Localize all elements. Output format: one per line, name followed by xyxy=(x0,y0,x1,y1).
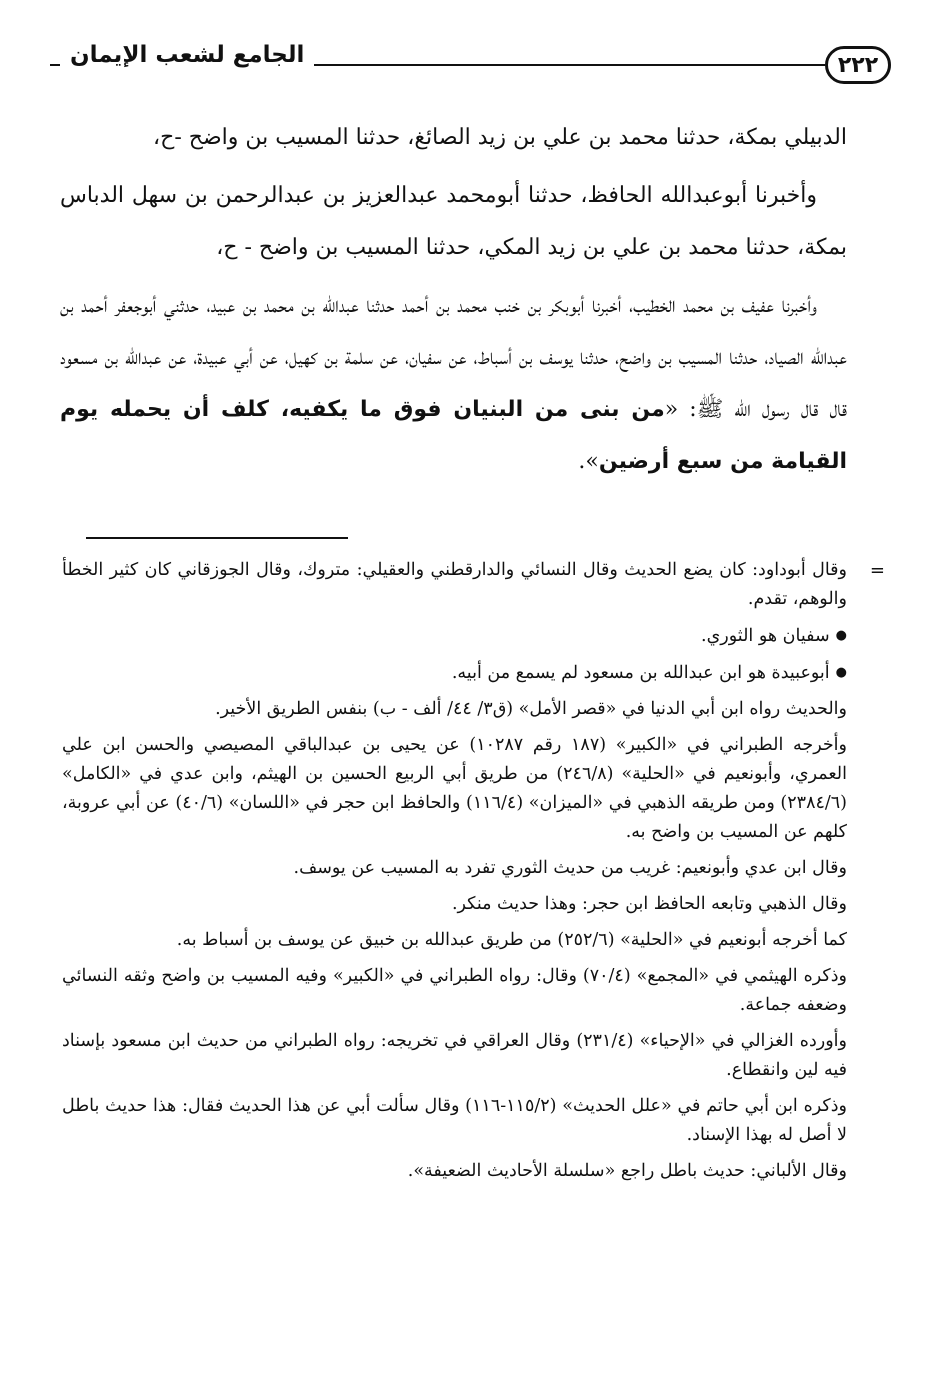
footnote-text: أبوعبيدة هو ابن عبدالله بن مسعود لم يسمع من أبيه. xyxy=(451,663,830,683)
footnote-paragraph: وذكره ابن أبي حاتم في «علل الحديث» (١١٥/٢-١١٦) وقال سألت أبي عن هذا الحديث فقال: هذا حديث باطل لا أصل له بهذا الإسناد. xyxy=(62,1096,847,1145)
footnote-text: وقال أبوداود: كان يضع الحديث وقال النسائي والدارقطني والعقيلي: متروك، وقال الجوزقاني كان كثير الخطأ والوهم، تقدم. xyxy=(62,560,847,609)
footnote-bullet-item xyxy=(62,621,847,651)
main-text xyxy=(60,112,847,488)
footnote-text: سفيان هو الثوري. xyxy=(701,626,830,646)
main-paragraph-1: الدبيلي بمكة، حدثنا محمد بن علي بن زيد الصائغ، حدثنا المسيب بن واضح -ح، xyxy=(153,125,847,150)
footnote-paragraph: وقال الذهبي وتابعه الحافظ ابن حجر: وهذا حديث منكر. xyxy=(451,894,847,914)
footnote-paragraph: وأخرجه الطبراني في «الكبير» (١٨٧ رقم ١٠٢٨٧) عن يحيى بن عبدالباقي المصيصي والحسن ابن علي العمري، وأبونعيم في «الحلية» (٢٤٦/٨) من طريق أبي الربيع الحسين بن الهيثم، وابن عدي في «الكامل» (٢٣٨٤/٦) ومن طريقه الذهبي في «الميزان» (١١٦/٤) والحافظ ابن حجر في «اللسان» (٤٠/٦) عن أبي عروبة، كلهم عن المسيب بن واضح به. xyxy=(62,735,847,842)
hadith-text: من بنى من البنيان فوق ما يكفيه، كلف أن يحمله يوم القيامة من سبع أرضين xyxy=(60,397,847,474)
footnote-paragraph: وذكره الهيثمي في «المجمع» (٧٠/٤) وقال: رواه الطبراني في «الكبير» وفيه المسيب بن واضح وثقه النسائي وضعفه جماعة. xyxy=(62,966,847,1015)
footnote-paragraph: وقال الألباني: حديث باطل راجع «سلسلة الأحاديث الضعيفة». xyxy=(407,1161,847,1181)
main-paragraph-2: وأخبرنا أبوعبدالله الحافظ، حدثنا أبومحمد عبدالعزيز بن عبدالرحمن بن سهل الدباس بمكة، حدثنا محمد بن علي بن زيد المكي، حدثنا المسيب بن واضح - ح، xyxy=(60,183,847,260)
hadith-close: ». xyxy=(578,449,599,474)
footnotes xyxy=(62,556,885,1193)
footnote-bullet-item xyxy=(62,658,847,688)
footnote-rule xyxy=(86,537,348,539)
main-paragraph-3 xyxy=(60,280,847,488)
book-title: الجامع لشعب الإيمان xyxy=(60,40,314,70)
bullet-icon: ● xyxy=(835,628,847,643)
page-number: ٢٢٢ xyxy=(825,46,891,84)
footnote-paragraph: وقال ابن عدي وأبونعيم: غريب من حديث الثوري تفرد به المسيب عن يوسف. xyxy=(293,858,847,878)
footnote-paragraph: كما أخرجه أبونعيم في «الحلية» (٢٥٢/٦) من طريق عبدالله بن خبيق عن يوسف بن أسباط به. xyxy=(176,930,847,950)
continuation-mark: = xyxy=(869,560,885,581)
page-header xyxy=(50,26,891,96)
footnote-paragraph: والحديث رواه ابن أبي الدنيا في «قصر الأمل» (ق٣/ ٤٤/ ألف - ب) بنفس الطريق الأخير. xyxy=(215,699,847,719)
footnote-paragraph: وأورده الغزالي في «الإحياء» (٢٣١/٤) وقال العراقي في تخريجه: رواه الطبراني من حديث ابن مسعود بإسناد فيه لين وانقطاع. xyxy=(62,1031,847,1080)
footnote-continuation xyxy=(62,556,885,614)
isnad-text: وأخبرنا عفيف بن محمد الخطيب، أخبرنا أبوبكر بن خنب محمد بن أحمد حدثنا عبدالله بن محمد بن عبيد، حدثني أبوجعفر أحمد بن عبدالله الصياد، حدثنا المسيب بن واضح، حدثنا يوسف بن أسباط، عن سفيان، عن سلمة بن كهيل، عن أبي عبيدة، عن عبدالله بن مسعود قال قال رسول الله ﷺ: « xyxy=(60,293,847,422)
bullet-icon: ● xyxy=(835,665,847,680)
